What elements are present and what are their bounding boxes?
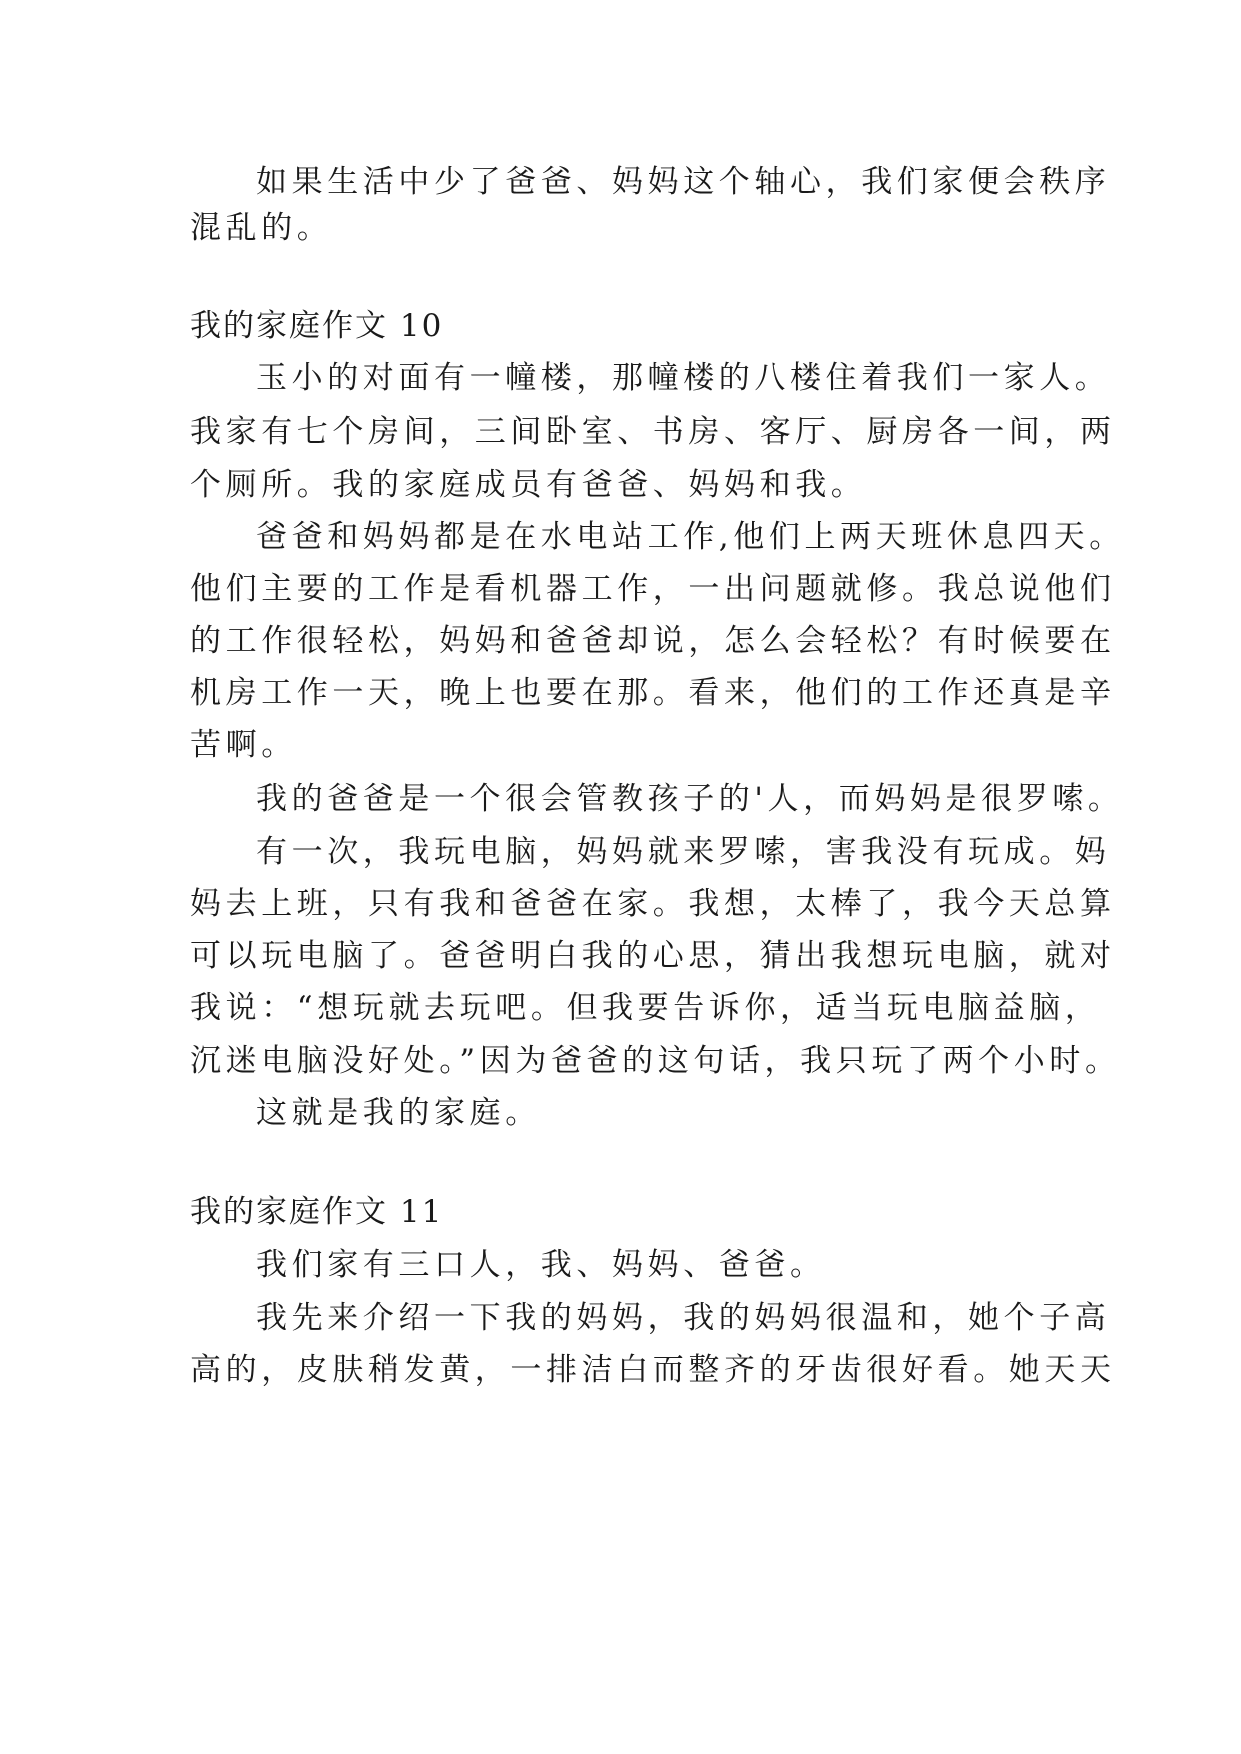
- section-heading: 我的家庭作文 11: [190, 1194, 444, 1230]
- paragraph-line: 机房工作一天，晚上也要在那。看来，他们的工作还真是辛: [190, 675, 1116, 711]
- paragraph-line: 如果生活中少了爸爸、妈妈这个轴心，我们家便会秩序: [256, 164, 1111, 200]
- section-heading: 我的家庭作文 10: [190, 308, 444, 344]
- paragraph-line: 苦啊。: [190, 727, 297, 763]
- paragraph-line: 沉迷电脑没好处。”因为爸爸的这句话，我只玩了两个小时。: [190, 1043, 1121, 1079]
- paragraph-line: 这就是我的家庭。: [256, 1095, 541, 1131]
- paragraph-line: 我家有七个房间，三间卧室、书房、客厅、厨房各一间，两: [190, 414, 1116, 450]
- paragraph-line: 我们家有三口人，我、妈妈、爸爸。: [256, 1247, 826, 1283]
- paragraph-line: 我先来介绍一下我的妈妈，我的妈妈很温和，她个子高: [256, 1300, 1111, 1336]
- paragraph-line: 高的，皮肤稍发黄，一排洁白而整齐的牙齿很好看。她天天: [190, 1352, 1116, 1388]
- paragraph-line: 的工作很轻松，妈妈和爸爸却说，怎么会轻松？有时候要在: [190, 623, 1116, 659]
- paragraph-line: 爸爸和妈妈都是在水电站工作,他们上两天班休息四天。: [256, 519, 1125, 555]
- paragraph-line: 个厕所。我的家庭成员有爸爸、妈妈和我。: [190, 467, 867, 503]
- paragraph-line: 可以玩电脑了。爸爸明白我的心思，猜出我想玩电脑，就对: [190, 938, 1116, 974]
- paragraph-line: 他们主要的工作是看机器工作，一出问题就修。我总说他们: [190, 571, 1116, 607]
- paragraph-line: 玉小的对面有一幢楼，那幢楼的八楼住着我们一家人。: [256, 360, 1111, 396]
- paragraph-line: 我的爸爸是一个很会管教孩子的'人，而妈妈是很罗嗦。: [256, 781, 1124, 817]
- paragraph-line: 我说：“想玩就去玩吧。但我要告诉你，适当玩电脑益脑，: [190, 990, 1101, 1026]
- paragraph-line: 妈去上班，只有我和爸爸在家。我想，太棒了，我今天总算: [190, 886, 1116, 922]
- paragraph-line: 有一次，我玩电脑，妈妈就来罗嗦，害我没有玩成。妈: [256, 834, 1111, 870]
- paragraph-line: 混乱的。: [190, 210, 333, 246]
